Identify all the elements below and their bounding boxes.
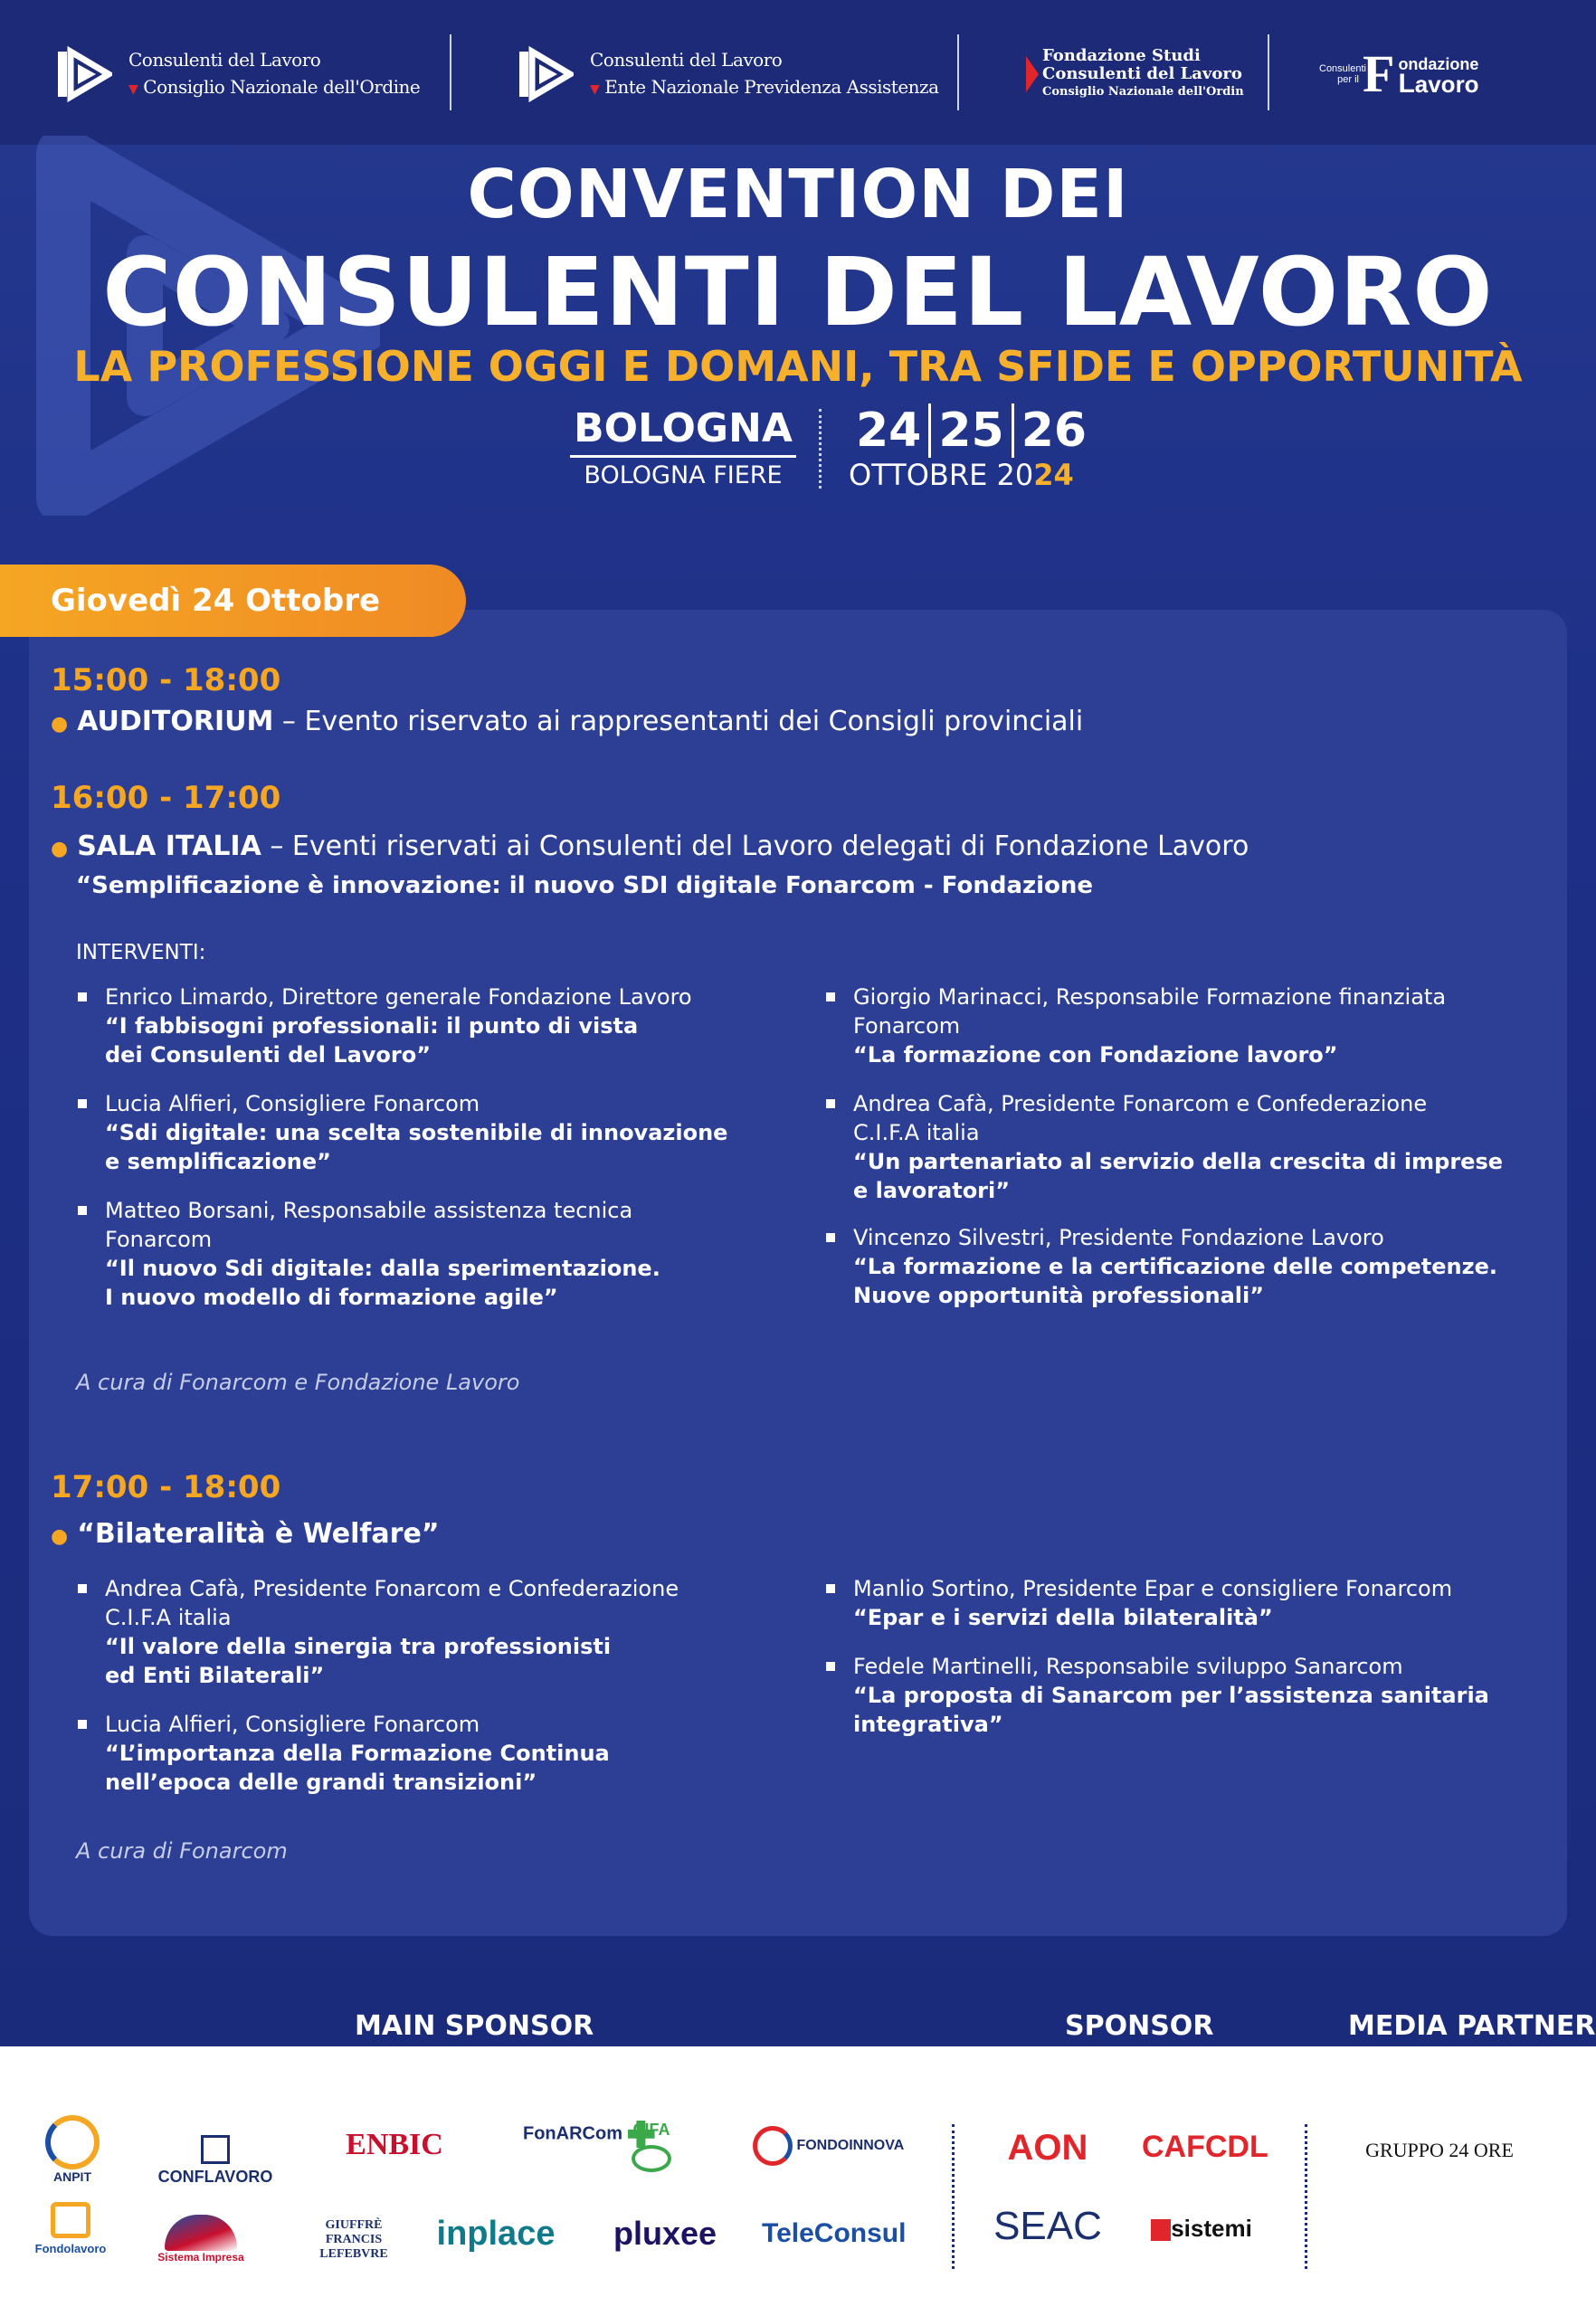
fondazione-studi-logo <box>1026 34 1244 114</box>
speaker-talk: I nuovo modello di formazione agile” <box>105 1285 558 1310</box>
speaker-name: Vincenzo Silvestri <box>853 1225 1045 1250</box>
cno-logo <box>56 34 420 114</box>
speaker-item <box>853 1652 1505 1739</box>
session-2-line <box>51 831 1249 862</box>
location-date-separator <box>819 409 822 489</box>
bullet-square-icon <box>78 1099 87 1108</box>
bullet-square-icon <box>78 1720 87 1729</box>
sponsor-logo-sistemi <box>1147 2215 1256 2243</box>
fondazione-studi-flag-icon <box>1026 56 1039 92</box>
event-city: BOLOGNA <box>570 405 796 458</box>
media-logo-gruppo24ore: GRUPPO 24 ORE <box>1365 2139 1514 2161</box>
speaker-role-cont: Fonarcom <box>853 1013 961 1039</box>
cdl-logo-icon <box>56 46 112 102</box>
sponsor-logo-anpit <box>36 2115 109 2184</box>
sponsor-name: ANPIT <box>53 2169 91 2184</box>
cno-logo-line2: ▼ Consiglio Nazionale dell'Ordine <box>128 73 420 103</box>
title-line-1: CONVENTION DEI <box>467 156 1129 233</box>
speaker-talk: ed Enti Bilaterali” <box>105 1663 325 1688</box>
speaker-talk: “La formazione con Fondazione lavoro” <box>853 1042 1338 1068</box>
event-month-year <box>849 458 1074 492</box>
session-3-time: 17:00 - 18:00 <box>51 1469 281 1505</box>
sponsor-logo-conflavoro <box>152 2135 279 2187</box>
sponsor-name: Fondolavoro <box>34 2242 107 2255</box>
speaker-talk: “Sdi digitale: una scelta sostenibile di innovazione <box>105 1120 728 1145</box>
speaker-name: Fedele Martinelli <box>853 1654 1032 1679</box>
speaker-talk: “La formazione e la certificazione delle competenze. <box>853 1254 1497 1279</box>
speaker-name: Matteo Borsani <box>105 1198 270 1223</box>
event-day: 26 <box>1012 403 1094 458</box>
speaker-role: , Responsabile sviluppo Sanarcom <box>1031 1654 1403 1679</box>
speaker-talk: Nuove opportunità professionali” <box>853 1283 1265 1308</box>
fondazione-lavoro-name2: avoro <box>1414 71 1479 98</box>
speaker-role: , Consigliere Fonarcom <box>231 1091 480 1116</box>
sponsor-name: CONFLAVORO <box>157 2168 273 2186</box>
speaker-item <box>105 1710 756 1797</box>
sponsor-logo-sistema-impresa <box>156 2215 246 2264</box>
speaker-role: , Responsabile Formazione finanziata <box>1041 984 1447 1010</box>
speaker-item <box>105 1089 756 1176</box>
bullet-dot-icon: ● <box>51 838 69 860</box>
title-line-2: CONSULENTI DEL LAVORO <box>102 237 1494 347</box>
sponsor-logo-enbic: ENBIC <box>346 2128 443 2161</box>
sponsor-name: CIFA <box>632 2121 670 2139</box>
fondazione-studi-line1: Fondazione Studi <box>1042 46 1201 65</box>
speaker-talk: “L’importanza della Formazione Continua <box>105 1741 610 1766</box>
session-3-line <box>51 1518 440 1550</box>
speaker-talk: integrativa” <box>853 1712 1003 1737</box>
session-2-time: 16:00 - 17:00 <box>51 780 281 816</box>
sponsor-logo-inplace: inplace <box>436 2215 556 2253</box>
speaker-talk: e semplificazione” <box>105 1149 331 1174</box>
sponsor-name: sistemi <box>1171 2215 1252 2242</box>
cifa-icon <box>632 2145 671 2172</box>
speaker-talk: “Epar e i servizi della bilateralità” <box>853 1605 1273 1630</box>
fondoinnova-icon <box>753 2126 793 2166</box>
bullet-square-icon <box>826 1099 835 1108</box>
speaker-role-cont: C.I.F.A italia <box>853 1120 980 1145</box>
speaker-name: Lucia Alfieri <box>105 1712 232 1737</box>
logo-bar <box>0 0 1596 145</box>
sponsor-logo-cifa <box>624 2121 679 2172</box>
sponsor-logo-pluxee: pluxee <box>613 2215 717 2252</box>
speaker-talk: dei Consulenti del Lavoro” <box>105 1042 431 1068</box>
speaker-role: , Responsabile assistenza tecnica <box>269 1198 633 1223</box>
bullet-square-icon <box>826 1584 835 1593</box>
speaker-name: Andrea Cafà <box>105 1576 239 1601</box>
event-year-suffix: 24 <box>1033 458 1074 492</box>
session-1-place: AUDITORIUM <box>77 706 274 737</box>
speaker-role-cont: Fonarcom <box>105 1227 213 1252</box>
anpit-icon <box>45 2115 100 2169</box>
speaker-role: , Presidente Fondazione Lavoro <box>1044 1225 1384 1250</box>
session-3-title: “Bilateralità è Welfare” <box>77 1518 440 1550</box>
sponsor-divider <box>1305 2124 1307 2269</box>
sponsor-name: FONDOINNOVA <box>796 2138 905 2154</box>
fondazione-lavoro-f-letter: F <box>1363 44 1395 103</box>
session-3-curated: A cura di Fonarcom <box>76 1838 288 1864</box>
speaker-name: Manlio Sortino <box>853 1576 1010 1601</box>
speaker-role: , Presidente Epar e consigliere Fonarcom <box>1009 1576 1453 1601</box>
bullet-square-icon <box>826 1662 835 1671</box>
sponsor-logo-giuffre: GIUFFRÈ FRANCIS LEFEBVRE <box>319 2218 388 2261</box>
session-2-subtitle: “Semplificazione è innovazione: il nuovo SDI digitale Fonarcom - Fondazione <box>76 872 1094 899</box>
fondazione-studi-line2: Consulenti del Lavoro <box>1042 64 1242 83</box>
sponsor-logo-cafcdl: CAFCDL <box>1142 2130 1268 2164</box>
speaker-item <box>853 1574 1505 1632</box>
speaker-role-cont: C.I.F.A italia <box>105 1605 232 1630</box>
session-2-place: SALA ITALIA <box>77 831 261 862</box>
interventi-label: INTERVENTI: <box>76 941 206 964</box>
cdl-logo-icon <box>518 46 574 102</box>
speaker-item <box>105 1574 756 1690</box>
speaker-talk: e lavoratori” <box>853 1178 1011 1203</box>
speaker-talk: “Un partenariato al servizio della crescita di imprese <box>853 1149 1504 1174</box>
event-days <box>849 403 1094 458</box>
sponsor-logo-fondolavoro <box>34 2202 107 2255</box>
bullet-square-icon <box>78 992 87 1001</box>
speaker-role: , Direttore generale Fondazione Lavoro <box>267 984 692 1010</box>
bullet-dot-icon: ● <box>51 713 69 736</box>
bullet-dot-icon: ● <box>51 1525 69 1548</box>
sponsor-label: SPONSOR <box>1065 2010 1214 2042</box>
sponsor-logo-seac: SEAC <box>993 2204 1102 2248</box>
event-day: 24 <box>856 403 922 458</box>
sponsor-name: Sistema Impresa <box>157 2251 244 2264</box>
sistemi-icon <box>1151 2219 1171 2241</box>
sponsor-divider <box>952 2124 955 2269</box>
speaker-item <box>105 982 756 1069</box>
speaker-role: , Presidente Fonarcom e Confederazione <box>986 1091 1428 1116</box>
enpacl-logo-line2: ▼ Ente Nazionale Previdenza Assistenza <box>590 73 939 103</box>
media-partner-label: MEDIA PARTNER <box>1348 2010 1596 2042</box>
speaker-name: Andrea Cafà <box>853 1091 987 1116</box>
enpacl-logo-line1: Consulenti del Lavoro <box>590 48 783 71</box>
session-1-time: 15:00 - 18:00 <box>51 662 281 698</box>
fondazione-studi-line3: Consiglio Nazionale dell'Ordin <box>1042 85 1244 99</box>
sponsor-logo-fonarcom <box>523 2121 622 2148</box>
session-1-desc: – Evento riservato ai rappresentanti dei Consigli provinciali <box>273 706 1084 737</box>
speaker-item <box>853 1089 1505 1205</box>
cno-logo-line1: Consulenti del Lavoro <box>128 48 321 71</box>
bullet-square-icon <box>826 992 835 1001</box>
sponsor-logo-fondoinnova <box>753 2126 905 2166</box>
bullet-square-icon <box>78 1584 87 1593</box>
sistema-impresa-icon <box>165 2215 237 2251</box>
event-month-prefix: OTTOBRE 20 <box>849 458 1034 492</box>
bullet-square-icon <box>826 1233 835 1242</box>
fondazione-lavoro-prefix: Consulenti per il <box>1319 63 1366 85</box>
conflavoro-icon <box>201 2135 230 2164</box>
speaker-talk: “Il valore della sinergia tra professionisti <box>105 1634 612 1659</box>
speaker-item <box>853 982 1505 1069</box>
fondolavoro-icon <box>51 2202 90 2238</box>
speaker-talk: “I fabbisogni professionali: il punto di vista <box>105 1013 639 1039</box>
fondazione-lavoro-logo <box>1319 34 1479 114</box>
event-day: 25 <box>928 403 1011 458</box>
speaker-name: Lucia Alfieri <box>105 1091 232 1116</box>
session-2-desc: – Eventi riservati ai Consulenti del Lavoro delegati di Fondazione Lavoro <box>261 831 1249 862</box>
fondazione-lavoro-name1: ondazione <box>1398 55 1479 73</box>
logo-divider <box>1268 34 1269 110</box>
enpacl-logo <box>518 34 939 114</box>
speaker-role: , Consigliere Fonarcom <box>231 1712 480 1737</box>
speaker-name: Giorgio Marinacci <box>853 984 1042 1010</box>
event-subtitle: LA PROFESSIONE OGGI E DOMANI, TRA SFIDE E OPPORTUNITÀ <box>73 342 1523 391</box>
event-venue: BOLOGNA FIERE <box>584 461 783 489</box>
sponsor-name: FonARCom <box>523 2123 622 2144</box>
logo-divider <box>450 34 451 110</box>
sponsor-logo-aon: AON <box>1007 2128 1088 2168</box>
day-label: Giovedì 24 Ottobre <box>0 565 466 637</box>
speaker-name: Enrico Limardo <box>105 984 268 1010</box>
main-sponsor-label: MAIN SPONSOR <box>355 2010 594 2042</box>
bullet-square-icon <box>78 1206 87 1215</box>
speaker-item <box>105 1196 756 1312</box>
speaker-talk: nell’epoca delle grandi transizioni” <box>105 1770 537 1795</box>
logo-divider <box>957 34 959 110</box>
speaker-talk: “Il nuovo Sdi digitale: dalla sperimentazione. <box>105 1256 660 1281</box>
speaker-item <box>853 1223 1505 1310</box>
speaker-role: , Presidente Fonarcom e Confederazione <box>238 1576 679 1601</box>
session-2-curated: A cura di Fonarcom e Fondazione Lavoro <box>76 1370 520 1395</box>
fondazione-lavoro-l-letter: L <box>1398 69 1415 99</box>
session-1-line <box>51 706 1083 737</box>
speaker-talk: “La proposta di Sanarcom per l’assistenza sanitaria <box>853 1683 1489 1708</box>
sponsor-logo-teleconsul: TeleConsul <box>762 2218 907 2248</box>
